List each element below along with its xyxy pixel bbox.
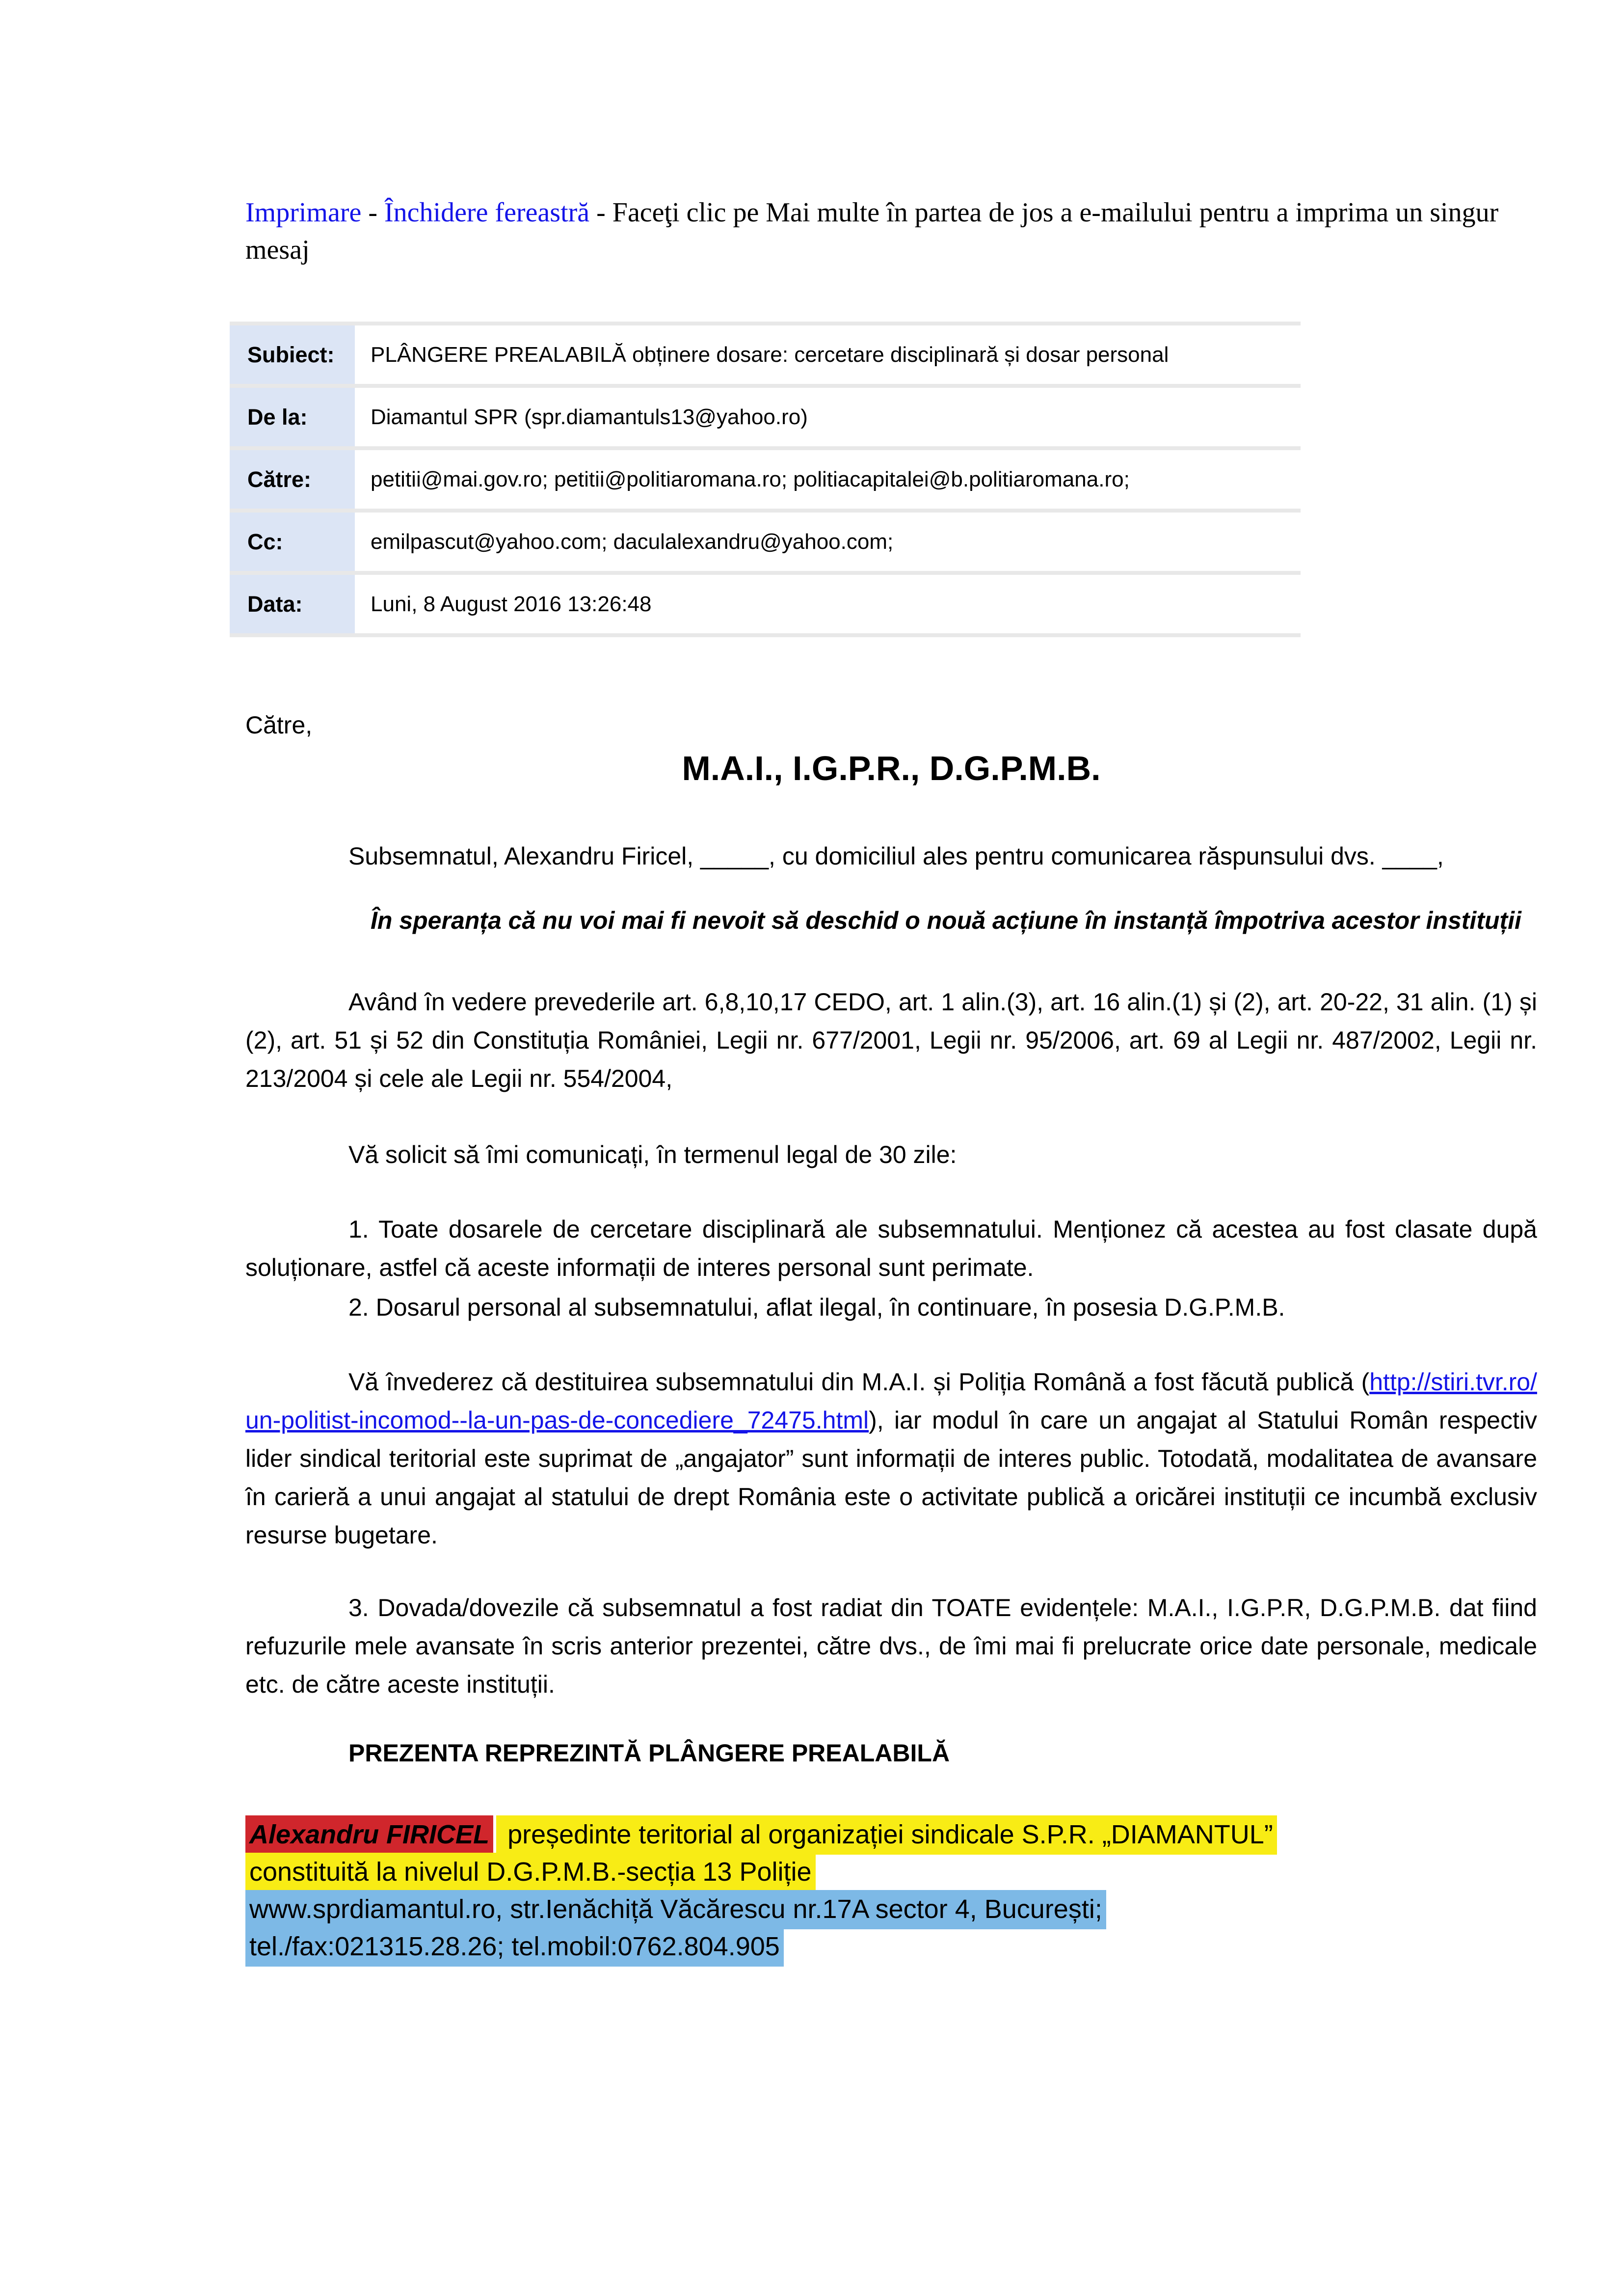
header-instructions: Faceţi clic pe Mai multe în partea de jos a e-mailului pentru a imprima un singur mesaj <box>245 197 1499 265</box>
legal-basis-paragraph: Având în vedere prevederile art. 6,8,10,17 CEDO, art. 1 alin.(3), art. 16 alin.(1) și (2), art. 20-22, 31 alin. (1) și (2), art. 51 și 52 din Constituția României, Legii nr. 677/2001, Legii nr. 95/2006, art. 69 al Legii nr. 487/2002, Legii nr. 213/2004 și cele ale Legii nr. 554/2004, <box>245 988 1537 1092</box>
meta-value-from: Diamantul SPR (spr.diamantuls13@yahoo.ro) <box>355 388 1301 446</box>
signature-name: Alexandru FIRICEL <box>245 1815 493 1855</box>
meta-label-date: Data: <box>230 575 355 633</box>
meta-value-to: petitii@mai.gov.ro; petitii@politiaromana.ro; politiacapitalei@b.politiaromana.ro; <box>355 450 1301 509</box>
meta-label-to: Către: <box>230 450 355 509</box>
meta-value-subject: PLÂNGERE PREALABILĂ obținere dosare: cercetare disciplinară și dosar personal <box>355 325 1301 384</box>
signature-line-1 <box>245 1816 1537 1853</box>
recipient-heading: M.A.I., I.G.P.R., D.G.P.M.B. <box>682 749 1101 787</box>
table-row-cc <box>230 513 1301 571</box>
table-row-to <box>230 450 1301 509</box>
close-window-link[interactable]: Închidere fereastră <box>384 197 590 228</box>
meta-label-from: De la: <box>230 388 355 446</box>
publicity-paragraph <box>245 1363 1537 1554</box>
table-row-from <box>230 388 1301 446</box>
header-separator-1: - <box>361 197 384 228</box>
signature-line-2 <box>245 1853 1537 1891</box>
signature-line-4 <box>245 1928 1537 1965</box>
meta-label-cc: Cc: <box>230 513 355 571</box>
hope-paragraph: În speranța că nu voi mai fi nevoit să deschid o nouă acțiune în instanță împotriva acestor instituții <box>371 907 1521 934</box>
list-item-3: 3. Dovada/dovezile că subsemnatul a fost radiat din TOATE evidențele: M.A.I., I.G.P.R, D.G.P.M.B. dat fiind refuzurile mele avansate în scris anterior prezentei, către dvs., de îmi mai fi prelucrate orice date personale, medicale etc. de către aceste instituții. <box>245 1594 1537 1698</box>
signature-block <box>245 1816 1537 1965</box>
list-item-1: 1. Toate dosarele de cercetare disciplinară ale subsemnatului. Menționez că acestea au fost clasate după soluționare, astfel că aceste informații de interes personal sunt perimate. <box>245 1216 1537 1281</box>
header-separator-2: - <box>589 197 612 228</box>
signature-title: președinte teritorial al organizației sindicale S.P.R. „DIAMANTUL” <box>496 1815 1277 1855</box>
meta-value-date: Luni, 8 August 2016 13:26:48 <box>355 575 1301 633</box>
print-link[interactable]: Imprimare <box>245 197 362 228</box>
publicity-text-before-link: Vă învederez că destituirea subsemnatului din M.A.I. și Poliția Română a fost făcută publică ( <box>348 1368 1370 1396</box>
signature-address: www.sprdiamantul.ro, str.Ienăchiță Văcărescu nr.17A sector 4, București; <box>245 1890 1106 1929</box>
table-row-subject <box>230 325 1301 384</box>
closing-statement: PREZENTA REPREZINTĂ PLÂNGERE PREALABILĂ <box>348 1739 950 1767</box>
letter-body <box>245 706 1537 1772</box>
signature-line-3 <box>245 1891 1537 1928</box>
print-header <box>245 194 1502 269</box>
meta-label-subject: Subiect: <box>230 325 355 384</box>
request-paragraph: Vă solicit să îmi comunicați, în termenul legal de 30 zile: <box>348 1141 957 1168</box>
salutation: Către, <box>245 711 313 739</box>
email-meta-table <box>230 322 1301 637</box>
meta-value-cc: emilpascut@yahoo.com; daculalexandru@yahoo.com; <box>355 513 1301 571</box>
intro-paragraph: Subsemnatul, Alexandru Firicel, _____, cu domiciliul ales pentru comunicarea răspunsului dvs. ____, <box>348 842 1444 870</box>
table-row-date <box>230 575 1301 633</box>
signature-organization: constituită la nivelul D.G.P.M.B.-secția 13 Poliție <box>245 1853 816 1892</box>
publicity-text-after-link: ), iar modul în care un angajat al Statului Român respectiv lider sindical teritorial este suprimat de „angajator” sunt informații de interes public. Totodată, modalitatea de avansare în carieră a unui angajat al statului de drept România este o activitate publică a oricărei instituții ce incumbă exclusiv resurse bugetare. <box>245 1406 1537 1549</box>
signature-phones: tel./fax:021315.28.26; tel.mobil:0762.804.905 <box>245 1927 784 1967</box>
list-item-2: 2. Dosarul personal al subsemnatului, aflat ilegal, în continuare, în posesia D.G.P.M.B. <box>348 1294 1285 1321</box>
article-link[interactable]: http://stiri.tvr.ro/un-politist-incomod--la-un-pas-de-concediere_72475.html <box>245 1368 1537 1434</box>
